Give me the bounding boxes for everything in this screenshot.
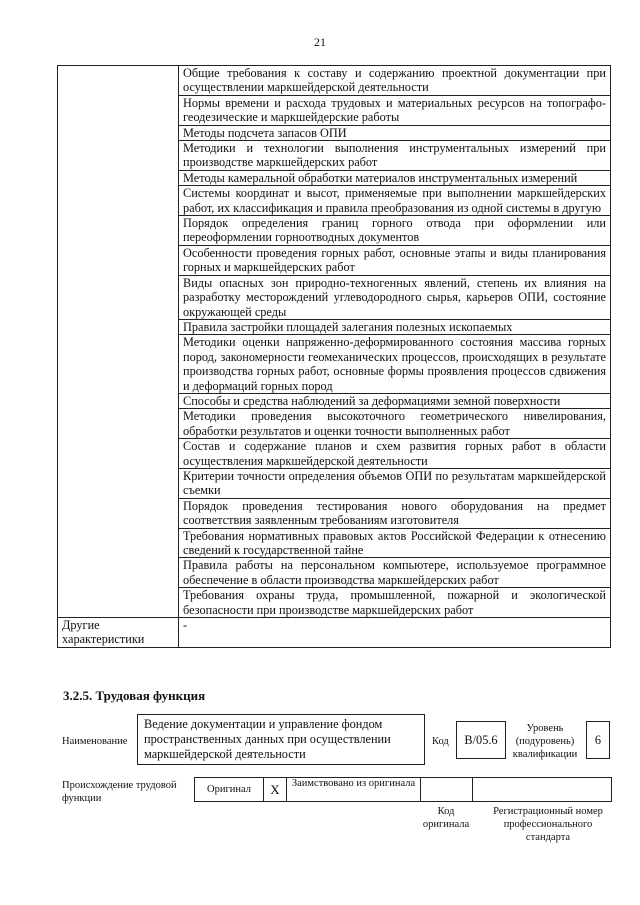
row-knowledge-item: Методики и технологии выполнения инструментальных измерений при производстве маркшейдерских работ bbox=[179, 141, 611, 171]
row-knowledge-item: Методы камеральной обработки материалов инструментальных измерений bbox=[179, 170, 611, 185]
row-knowledge-item: - bbox=[179, 618, 611, 648]
original-label: Оригинал bbox=[195, 778, 264, 801]
row-category bbox=[58, 66, 179, 618]
row-knowledge-item: Общие требования к составу и содержанию проектной документации при осуществлении маркшейдерской деятельности bbox=[179, 66, 611, 96]
regnum-cell bbox=[473, 778, 611, 801]
row-knowledge-item: Порядок определения границ горного отвода при оформлении или переоформлении горноотводных документов bbox=[179, 216, 611, 246]
row-knowledge-item: Методики оценки напряженно-деформированного состояния массива горных пород, закономерности геомеханических процессов, происходящих в результате производства горных работ, основные формы проявления процессов сдвижения и деформаций горных пород bbox=[179, 335, 611, 394]
section-title: 3.2.5. Трудовая функция bbox=[63, 688, 206, 703]
level-label: Уровень (подуровень) квалификации bbox=[512, 723, 578, 760]
knowledge-table bbox=[57, 65, 611, 648]
row-knowledge-item: Особенности проведения горных работ, основные этапы и виды планирования горных и маркшейдерских работ bbox=[179, 245, 611, 275]
table-row bbox=[58, 618, 611, 648]
row-knowledge-item: Системы координат и высот, применяемые при выполнении маркшейдерских работ, их классификация и правила преобразования из одной системы в другую bbox=[179, 186, 611, 216]
origin-table bbox=[194, 777, 612, 802]
row-knowledge-item: Методы подсчета запасов ОПИ bbox=[179, 125, 611, 140]
level-field: 6 bbox=[586, 721, 610, 759]
code-field: B/05.6 bbox=[456, 721, 506, 759]
code-label: Код bbox=[432, 736, 449, 747]
origin-label: Происхождение трудовой функции bbox=[62, 780, 177, 804]
row-knowledge-item: Требования охраны труда, промышленной, пожарной и экологической безопасности при производстве маркшейдерских работ bbox=[179, 588, 611, 618]
code-original-caption: Код оригинала bbox=[422, 806, 470, 830]
row-knowledge-item: Нормы времени и расхода трудовых и материальных ресурсов на топографо-геодезические и маркшейдерские работы bbox=[179, 95, 611, 125]
code-original-cell bbox=[421, 778, 473, 801]
row-knowledge-item: Способы и средства наблюдений за деформациями земной поверхности bbox=[179, 393, 611, 408]
page-number: 21 bbox=[314, 35, 326, 49]
row-knowledge-item: Состав и содержание планов и схем развития горных работ в области осуществления маркшейдерской деятельности bbox=[179, 439, 611, 469]
row-knowledge-item: Виды опасных зон природно-техногенных явлений, степень их влияния на разработку месторождений углеводородного сырья, карьеров ОПИ, состояние окружающей среды bbox=[179, 275, 611, 319]
name-label: Наименование bbox=[62, 736, 128, 747]
row-knowledge-item: Требования нормативных правовых актов Российской Федерации к отнесению сведений к государственной тайне bbox=[179, 528, 611, 558]
table-row bbox=[58, 66, 611, 96]
row-knowledge-item: Критерии точности определения объемов ОПИ по результатам маркшейдерской съемки bbox=[179, 468, 611, 498]
regnum-caption: Регистрационный номер профессионального стандарта bbox=[493, 806, 603, 843]
row-category: Другие характеристики bbox=[58, 618, 179, 648]
function-name-field: Ведение документации и управление фондом пространственных данных при осуществлении маркшейдерской деятельности bbox=[137, 714, 425, 765]
row-knowledge-item: Порядок проведения тестирования нового оборудования на предмет соответствия заявленным требованиям изготовителя bbox=[179, 498, 611, 528]
original-mark: X bbox=[264, 778, 287, 801]
row-knowledge-item: Правила работы на персональном компьютере, используемое программное обеспечение в области производства маркшейдерских работ bbox=[179, 558, 611, 588]
row-knowledge-item: Методики проведения высокоточного геометрического нивелирования, обработки результатов и оценки точности выполненных работ bbox=[179, 409, 611, 439]
row-knowledge-item: Правила застройки площадей залегания полезных ископаемых bbox=[179, 319, 611, 334]
borrowed-label: Заимствовано из оригинала bbox=[287, 778, 421, 801]
